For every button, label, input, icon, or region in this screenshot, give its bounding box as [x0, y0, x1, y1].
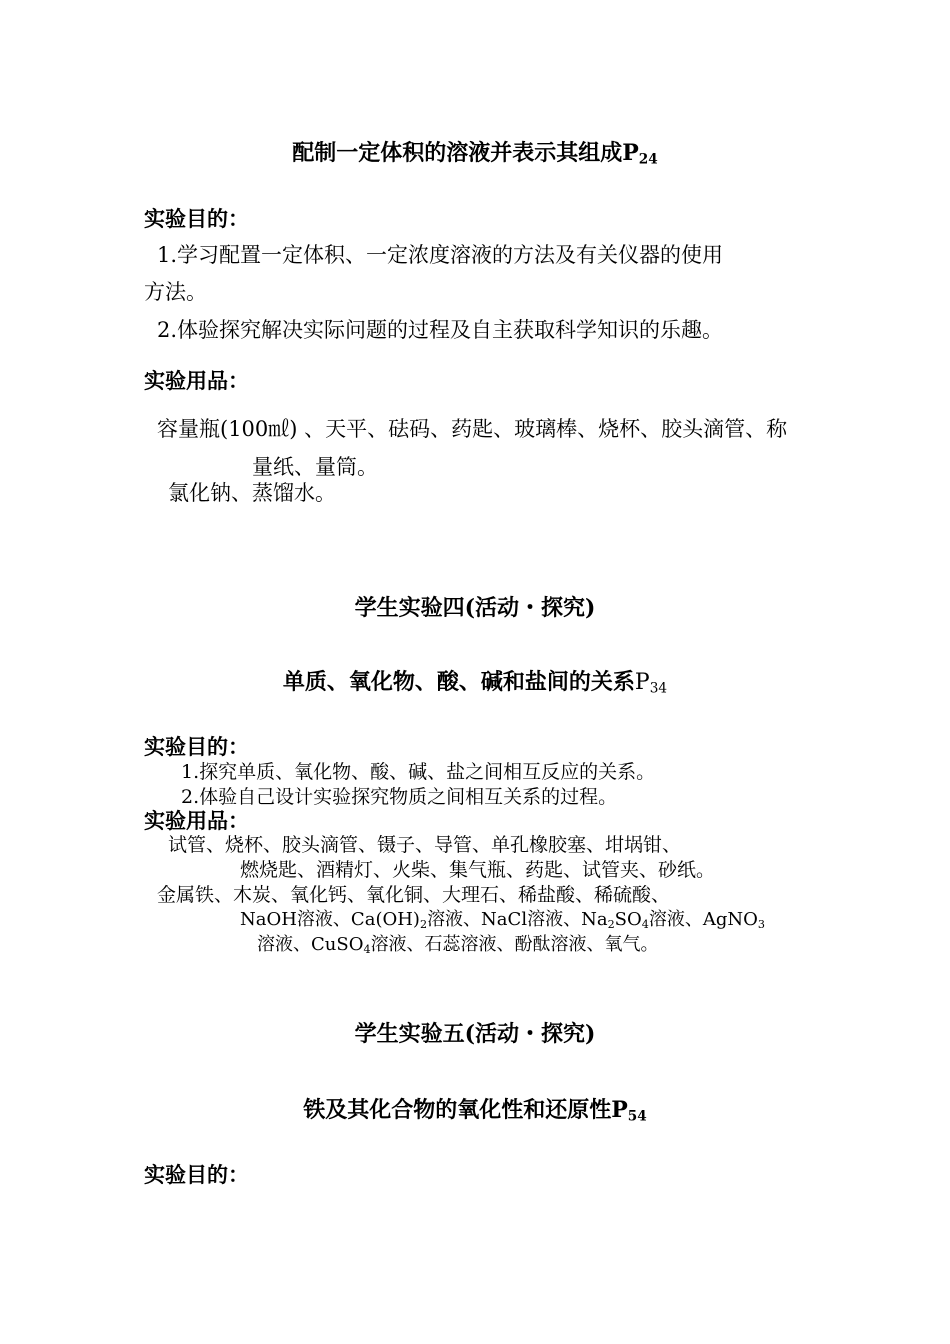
section1-reagents-list: 氯化钠、蒸馏水。: [168, 481, 336, 505]
section1-purpose-heading: 实验目的：: [144, 206, 249, 231]
section1-title: 配制一定体积的溶液并表示其组成$P_{24}$: [292, 140, 658, 168]
section2-purpose-item-2: 2.体验自己设计实验探究物质之间相互关系的过程。: [181, 786, 618, 808]
section2-experiment-label: 学生实验四(活动・探究): [354, 595, 596, 621]
section2-reagents-list: 金属铁、木炭、氧化钙、氧化铜、大理石、稀盐酸、稀硫酸、: [157, 884, 671, 906]
section2-materials-heading: 实验用品：: [144, 808, 249, 833]
section2-reagents-list-cont-2: 溶液、CuSO$_4$溶液、石蕊溶液、酚酞溶液、氧气。: [257, 934, 659, 956]
section2-purpose-heading: 实验目的：: [144, 734, 249, 759]
section3-purpose-heading: 实验目的：: [144, 1162, 249, 1187]
section1-purpose-item-1: 1.学习配置一定体积、一定浓度溶液的方法及有关仪器的使用: [157, 243, 724, 267]
section1-purpose-item-1-cont: 方法。: [144, 280, 207, 304]
section1-materials-heading: 实验用品：: [144, 368, 249, 393]
section3-experiment-label: 学生实验五(活动・探究): [354, 1021, 596, 1047]
section3-title: 铁及其化合物的氧化性和还原性$P_{54}$: [303, 1097, 647, 1125]
section2-apparatus-list: 试管、烧杯、胶头滴管、镊子、导管、单孔橡胶塞、坩埚钳、: [168, 834, 682, 856]
section2-reagents-list-cont: NaOH溶液、$Ca(OH)_2$溶液、NaCl溶液、$Na_2SO_4$溶液、AgNO$_3$: [240, 909, 766, 931]
section2-apparatus-list-cont: 燃烧匙、酒精灯、火柴、集气瓶、药匙、试管夹、砂纸。: [240, 859, 716, 881]
section1-materials-list-cont: 量纸、量筒。: [252, 455, 378, 479]
section2-purpose-item-1: 1.探究单质、氧化物、酸、碱、盐之间相互反应的关系。: [181, 761, 656, 783]
section1-materials-list: 容量瓶(100㎖) 、天平、砝码、药匙、玻璃棒、烧杯、胶头滴管、称: [157, 417, 788, 441]
section1-purpose-item-2: 2.体验探究解决实际问题的过程及自主获取科学知识的乐趣。: [157, 318, 724, 342]
section2-title: 单质、氧化物、酸、碱和盐间的关系$P_{34}$: [282, 669, 668, 697]
